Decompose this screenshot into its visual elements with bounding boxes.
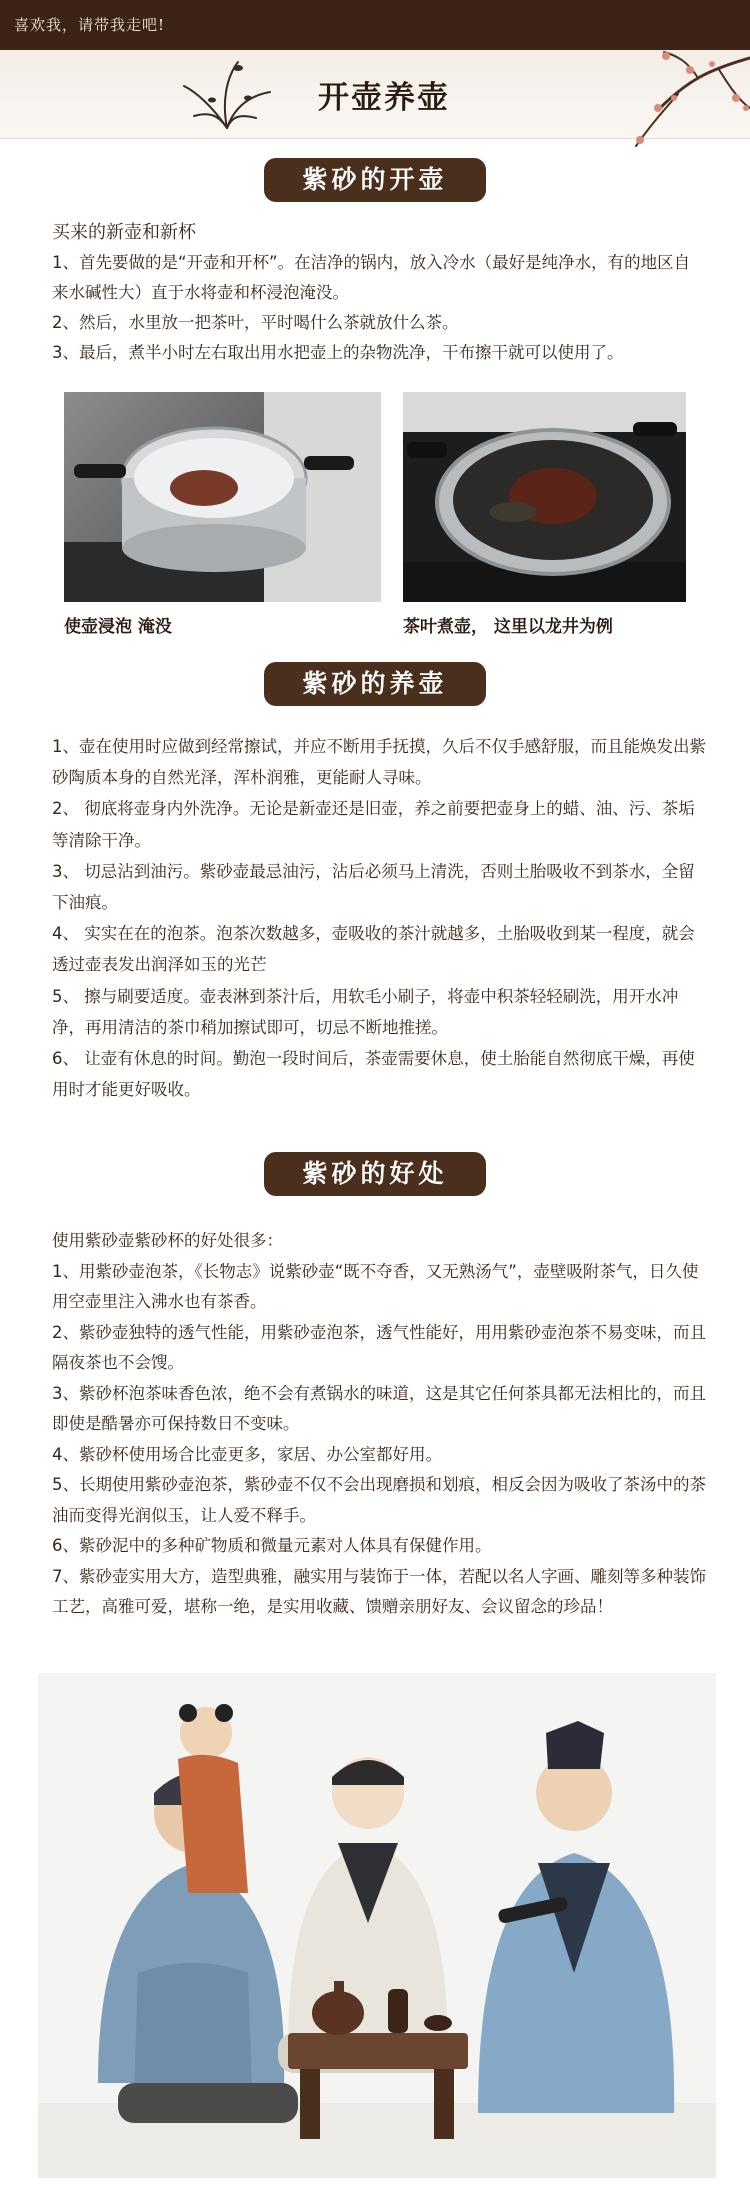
banner-haochu: 紫砂的好处 — [264, 1152, 486, 1196]
paragraph: 5、 擦与刷要适度。壶表淋到茶汁后，用软毛小刷子，将壶中积茶轻轻刷洗，用开水冲净，再用清洁的茶巾稍加擦试即可，切忌不断地推搓。 — [52, 986, 679, 1037]
section2-paragraphs — [52, 731, 706, 1105]
paragraph: 1、壶在使用时应做到经常擦试，并应不断用手抚摸，久后不仅手感舒服，而且能焕发出紫砂陶质本身的自然光泽，浑朴润雅，更能耐人寻味。 — [52, 737, 706, 788]
intro: 使用紫砂壶紫砂杯的好处很多： — [52, 1231, 283, 1250]
section1-heading: 买来的新壶和新杯 — [52, 222, 196, 243]
paragraph: 4、 实实在在的泡茶。泡茶次数越多，壶吸收的茶汁就越多，土胎吸收到某一程度，就会透过壶表发出润泽如玉的光芒 — [52, 924, 695, 975]
orchid-icon — [182, 56, 272, 136]
banner-yanghu: 紫砂的养壶 — [264, 662, 486, 706]
left-figure — [98, 1704, 298, 2123]
boiling-pot-illustration — [403, 392, 686, 602]
section1-paragraphs — [52, 248, 706, 368]
paragraph: 3、 切忌沾到油污。紫砂壶最忌油污，沾后必须马上清洗，否则土胎吸收不到茶水，全留下油痕。 — [52, 861, 695, 913]
paragraph: 4、紫砂杯使用场合比壶更多，家居、办公室都好用。 — [52, 1444, 442, 1464]
photo-figurines — [38, 1673, 716, 2178]
caption-boiling: 茶叶煮壶， 这里以龙井为例 — [403, 617, 613, 637]
paragraph: 1、用紫砂壶泡茶，《长物志》说紫砂壶“既不夺香，又无熟汤气”，壶壁吸附茶气，日久使用空壶里注入沸水也有茶香。 — [52, 1261, 699, 1311]
section3-paragraphs — [52, 1226, 706, 1623]
paragraph: 2、 彻底将壶身内外洗净。无论是新壶还是旧壶，养之前要把壶身上的蜡、油、污、茶垢等清除干净。 — [52, 799, 695, 850]
paragraph: 1、首先要做的是“开壶和开杯”。在洁净的锅内，放入冷水（最好是纯净水，有的地区自来水碱性大）直于水将壶和杯浸泡淹没。 — [52, 253, 691, 302]
paragraph: 7、紫砂壶实用大方，造型典雅，融实用与装饰于一体，若配以名人字画、雕刻等多种装饰工艺，高雅可爱，堪称一绝，是实用收藏、馈赠亲朋好友、会议留念的珍品！ — [52, 1566, 706, 1616]
paragraph: 5、长期使用紫砂壶泡茶，紫砂壶不仅不会出现磨损和划痕，相反会因为吸收了茶汤中的茶油而变得光润似玉，让人爱不释手。 — [52, 1475, 706, 1525]
right-figure — [478, 1721, 674, 2113]
figurines-illustration — [38, 1673, 716, 2178]
plum-blossom-icon — [578, 50, 750, 150]
top-bar — [0, 0, 750, 50]
paragraph: 6、 让壶有休息的时间。勤泡一段时间后，茶壶需要休息，使土胎能自然彻底干燥，再使用时才能更好吸收。 — [52, 1049, 695, 1100]
paragraph: 3、最后，煮半小时左右取出用水把壶上的杂物洗净，干布擦干就可以使用了。 — [52, 343, 624, 362]
photo-pot-soaking — [64, 392, 381, 602]
paragraph: 2、紫砂壶独特的透气性能，用紫砂壶泡茶，透气性能好，用用紫砂壶泡茶不易变味，而且隔夜茶也不会馊。 — [52, 1322, 706, 1372]
caption-soaking: 使壶浸泡 淹没 — [64, 617, 172, 637]
pot-illustration — [64, 392, 381, 602]
paragraph: 6、紫砂泥中的多种矿物质和微量元素对人体具有保健作用。 — [52, 1536, 492, 1555]
slogan-text: 喜欢我，请带我走吧! — [14, 16, 166, 34]
banner-kaihu: 紫砂的开壶 — [264, 158, 486, 202]
page-title: 开壶养壶 — [318, 80, 450, 116]
paragraph: 3、紫砂杯泡茶味香色浓，绝不会有煮锅水的味道，这是其它任何茶具都无法相比的，而且即使是酷暑亦可保持数日不变味。 — [52, 1383, 706, 1433]
page-header — [0, 50, 750, 139]
photo-pot-boiling — [403, 392, 686, 602]
paragraph: 2、然后，水里放一把茶叶，平时喝什么茶就放什么茶。 — [52, 313, 459, 332]
